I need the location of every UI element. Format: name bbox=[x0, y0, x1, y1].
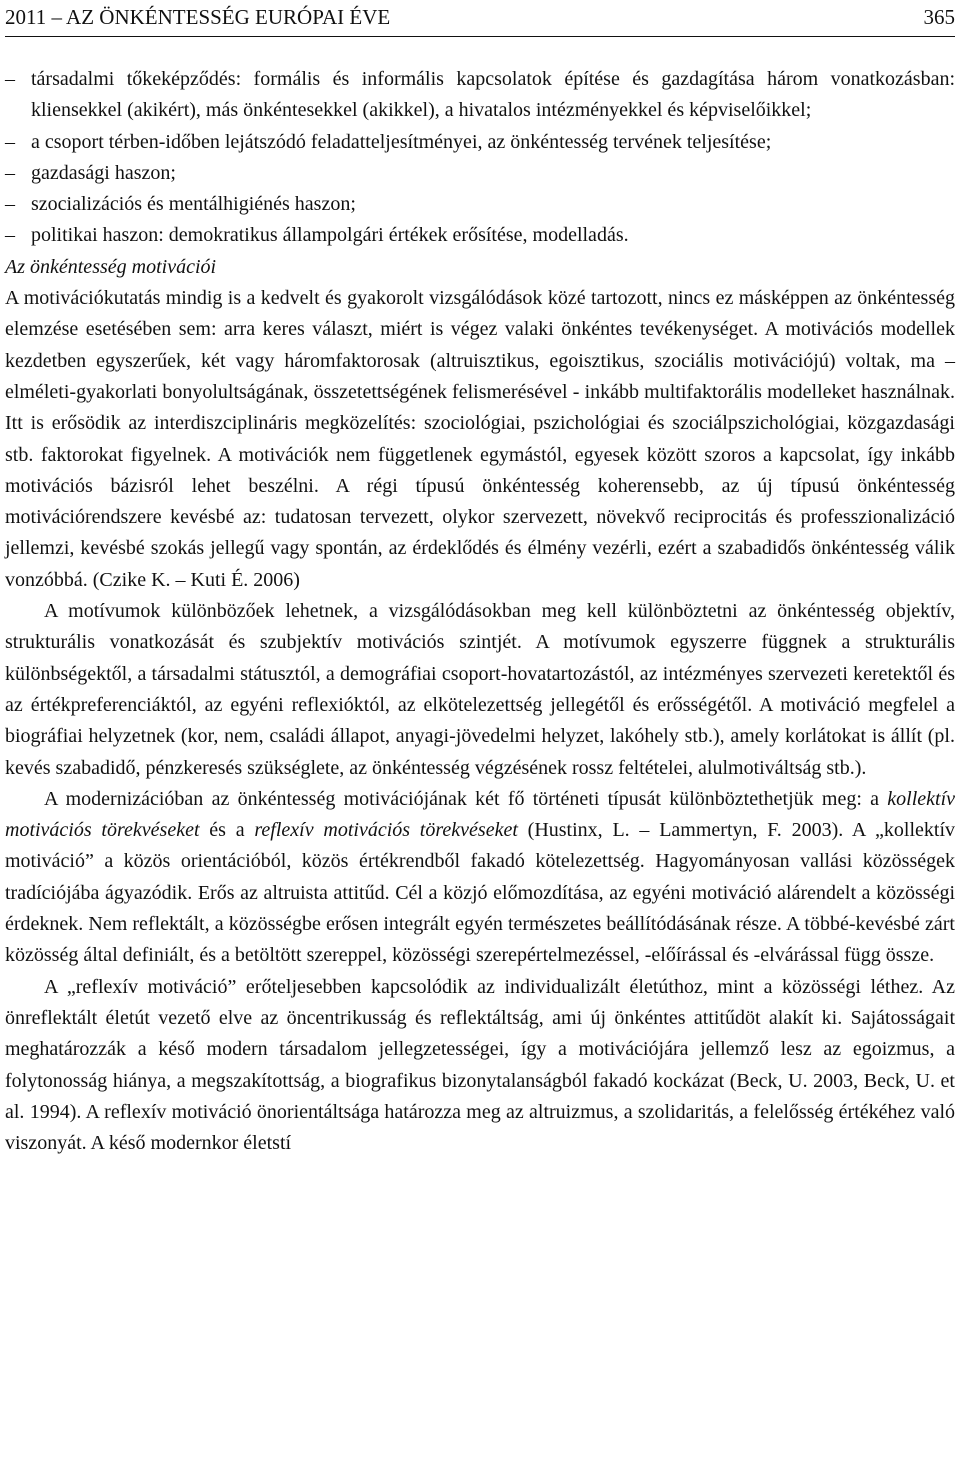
page-number: 365 bbox=[923, 5, 955, 29]
header-rule bbox=[5, 36, 955, 37]
paragraph-motives: A motívumok különbözőek lehetnek, a vizsgálódásokban meg kell különböztetni az önkéntesség objektív, strukturális vonatkozását és szubjektív motivációs szintjét. A motívumok egyszerre függnek a strukturális különbségektől, a társadalmi státusztól, a demográfiai csoport-hovatartozástól, az intézményes szervezeti keretektől és az értékpreferenciáktól, az egyéni reflexióktól, az elkötelezettség jellegétől és erősségétől. A motiváció megfelel a biográfiai helyzetnek (kor, nem, családi állapot, anyagi-jövedelmi helyzet, lakóhely stb.), amely korlátokat is állít (pl. kevés szabadidő, pénzkeresés szükséglete, az önkéntesség végzésének rossz feltételei, alulmotiváltság stb.). bbox=[5, 600, 955, 779]
list-dash: – bbox=[5, 193, 15, 216]
list-item-text: társadalmi tőkeképződés: formális és informális kapcsolatok építése és gazdagítása három vonatkozásban: kliensekkel (akikért), más önkéntesekkel (akikkel), a hivatalos intézményekkel és képviselőikkel; bbox=[31, 68, 955, 122]
list-item bbox=[5, 127, 955, 158]
list-dash: – bbox=[5, 68, 15, 90]
emphasis-reflexive: reflexív motivációs törekvéseket bbox=[254, 819, 518, 842]
paragraph-reflexive-motivation: A „reflexív motiváció” erőteljesebben kapcsolódik az individualizált életúthoz, mint a közösségi léthez. Az önreflektált életút vezető elve az öncentrikusság és reflektáltság, ami új önkéntes attitűdöt alakít ki. Sajátosságait meghatározzák a késő modern társadalom jellegzetességei, így a motivációjára jellemző lesz az egoizmus, a folytonosság hiánya, a megszakítottság, a biografikus bizonytalanságból fakadó kockázat (Beck, U. 2003, Beck, U. et al. 1994). A reflexív motiváció önorientáltsága határozza meg az altruizmus, a szolidaritás, a felelősség értékéhez való viszonyát. A késő modernkor életstí bbox=[5, 975, 955, 1155]
list-dash: – bbox=[5, 224, 15, 247]
list-dash: – bbox=[5, 161, 15, 184]
list-item bbox=[5, 220, 955, 251]
paragraph-motivation-research: A motivációkutatás mindig is a kedvelt és gyakorolt vizsgálódások közé tartozott, nincs ez másképpen az önkéntesség elemzése esetésében sem: arra keres választ, miért is végez valaki önkéntes tevékenységet. A motivációs modellek kezdetben egyszerűek, két vagy háromfaktorosak (altruisztikus, egoisztikus, szociális motivációjú) voltak, ma – elméleti-gyakorlati bonyolultságának, összetettségének felismerésével - inkább multifaktorális modelleket használnak. Itt is erősödik az interdiszciplináris megközelítés: szociológiai, pszichológiai és szociálpszichológiai, közgazdasági stb. faktorokat figyelnek. A motivációk nem függetlenek egymástól, egyesek között szoros a kapcsolat, így inkább motivációs bázisról lehet beszélni. A régi típusú önkéntesség koherensebb, az új típusú önkéntesség motivációrendszere kevésbé az: tudatosan tervezett, olykor szervezett, növekvő reciprocitás és professzionalizáció jellemzi, kevésbé szokás jellegű vagy spontán, az érdeklődés és élmény vezérli, ezért a szabadidős önkéntesség válik vonzóbbá. (Czike K. – Kuti É. 2006) bbox=[5, 287, 955, 591]
list-item bbox=[5, 189, 955, 220]
paragraph-modernization bbox=[5, 784, 955, 972]
paragraph-text-end: (Hustinx, L. – Lammertyn, F. 2003). A „kollektív motiváció” a közös orientációból, közös értékrendből fakadó kötelezettség. Hagyományosan vallási közösségek tradíciójába ágyazódik. Erős az altruista attitűd. Cél a közjó előmozdítása, az egyéni motiváció alárendelt a közösségi érdeknek. Nem reflektált, a közösségbe erősen integrált egyén természetes beállítódásának része. A többé-kevésbé zárt közösség által definiált, és a betöltött szereppel, közösségi szerepértelmezéssel, -előírással és -elvárással függ össze. bbox=[5, 819, 956, 967]
body-text bbox=[5, 64, 955, 1159]
benefit-list bbox=[5, 64, 955, 252]
running-header bbox=[5, 2, 955, 32]
list-item-text: gazdasági haszon; bbox=[31, 161, 176, 184]
list-dash: – bbox=[5, 130, 15, 153]
list-item bbox=[5, 64, 955, 127]
list-item bbox=[5, 158, 955, 189]
paragraph-text-mid: és a bbox=[199, 819, 255, 842]
emphasis-collective: kollektív motivációs törekvéseket bbox=[5, 787, 955, 842]
list-item-text: a csoport térben-időben lejátszódó feladatteljesítményei, az önkéntesség tervének teljesítése; bbox=[31, 130, 772, 153]
list-item-text: politikai haszon: demokratikus állampolgári értékek erősítése, modelladás. bbox=[31, 224, 629, 247]
paragraph-text-start: A modernizációban az önkéntesség motivációjának két fő történeti típusát különböztethetjük meg: a bbox=[44, 787, 888, 810]
running-title: 2011 – AZ ÖNKÉNTESSÉG EURÓPAI ÉVE bbox=[5, 5, 391, 29]
list-item-text: szocializációs és mentálhigiénés haszon; bbox=[31, 193, 356, 216]
section-heading: Az önkéntesség motivációi bbox=[5, 255, 217, 278]
